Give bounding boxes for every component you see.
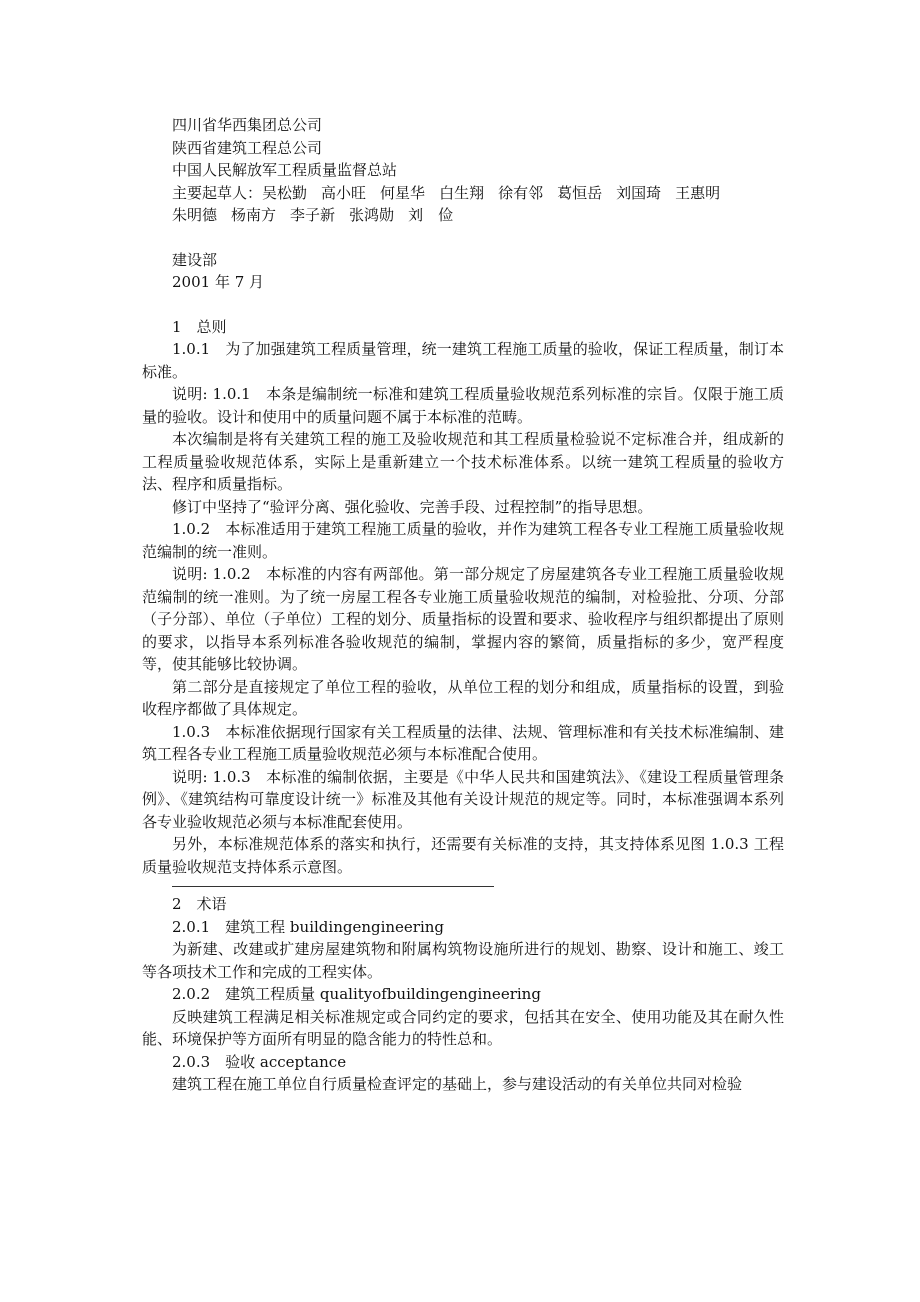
paragraph: 1.0.3 本标准依据现行国家有关工程质量的法律、法规、管理标准和有关技术标准编制、建筑工程各专业工程施工质量验收规范必须与本标准配合使用。 <box>142 722 784 763</box>
section-divider <box>172 886 494 887</box>
drafter-name: 刘 俭 <box>408 206 454 224</box>
drafter-name: 朱明德 <box>172 206 218 224</box>
drafters-row-2 <box>142 204 784 227</box>
document-page <box>142 114 784 1096</box>
paragraph: 第二部分是直接规定了单位工程的验收，从单位工程的划分和组成，质量指标的设置，到验收程序都做了具体规定。 <box>142 677 784 718</box>
drafter-name: 徐有邻 <box>498 183 544 202</box>
term-heading: 2.0.1 建筑工程 buildingengineering <box>172 917 445 936</box>
term-definition: 为新建、改建或扩建房屋建筑物和附属构筑物设施所进行的规划、勘察、设计和施工、竣工等各项技术工作和完成的工程实体。 <box>142 940 784 981</box>
paragraph: 说明: 1.0.2 本标准的内容有两部他。第一部分规定了房屋建筑各专业工程施工质量验收规范编制的统一准则。为了统一房屋工程各专业施工质量验收规范的编制，对检验批、分项、分部（子分部）、单位（子单位）工程的划分、质量指标的设置和要求、验收程序与组织都提出了原则的要求，以指导本系列标准各验收规范的编制，掌握内容的繁简，质量指标的多少，宽严程度等，使其能够比较协调。 <box>142 565 784 673</box>
term-heading: 2.0.2 建筑工程质量 qualityofbuildingengineering <box>172 985 541 1003</box>
drafter-name: 何星华 <box>380 183 426 202</box>
drafter-name: 张鸿勋 <box>349 206 395 224</box>
paragraph: 修订中坚持了“验评分离、强化验收、完善手段、过程控制”的指导思想。 <box>172 497 653 516</box>
org-line: 陕西省建筑工程总公司 <box>172 138 323 157</box>
drafter-name: 高小旺 <box>321 183 367 202</box>
org-line: 中国人民解放军工程质量监督总站 <box>172 161 398 179</box>
drafter-name: 吴松勤 <box>262 183 308 202</box>
drafter-name: 李子新 <box>290 206 336 224</box>
term-definition: 反映建筑工程满足相关标准规定或合同约定的要求，包括其在安全、使用功能及其在耐久性能、环境保护等方面所有明显的隐含能力的特性总和。 <box>142 1007 784 1048</box>
term-definition: 建筑工程在施工单位自行质量检查评定的基础上，参与建设活动的有关单位共同对检验 <box>172 1075 743 1093</box>
issue-date: 2001 年 7 月 <box>172 273 265 291</box>
issuer: 建设部 <box>172 250 218 269</box>
drafters-label: 主要起草人： <box>172 183 263 202</box>
paragraph: 1.0.2 本标准适用于建筑工程施工质量的验收，并作为建筑工程各专业工程施工质量验收规范编制的统一准则。 <box>142 520 784 561</box>
paragraph: 说明: 1.0.1 本条是编制统一标准和建筑工程质量验收规范系列标准的宗旨。仅限于施工质量的验收。设计和使用中的质量问题不属于本标准的范畴。 <box>142 385 784 426</box>
section-1-heading: 1 总则 <box>172 317 227 336</box>
drafter-name: 杨南方 <box>231 206 277 224</box>
drafters-row-1 <box>142 182 784 205</box>
drafter-name: 白生翔 <box>439 183 485 202</box>
paragraph: 说明: 1.0.3 本标准的编制依据，主要是《中华人民共和国建筑法》、《建设工程质量管理条例》、《建筑结构可靠度设计统一》标准及其他有关设计规范的规定等。同时，本标准强调本系列各专业验收规范必须与本标准配套使用。 <box>142 767 784 831</box>
paragraph: 本次编制是将有关建筑工程的施工及验收规范和其工程质量检验说不定标准合并，组成新的工程质量验收规范体系，实际上是重新建立一个技术标准体系。以统一建筑工程质量的验收方法、程序和质量指标。 <box>142 430 784 493</box>
drafter-name: 王惠明 <box>675 183 721 202</box>
paragraph: 1.0.1 为了加强建筑工程质量管理，统一建筑工程施工质量的验收，保证工程质量，制订本标准。 <box>142 340 784 381</box>
drafter-name: 刘国琦 <box>616 183 662 202</box>
paragraph: 另外，本标准规范体系的落实和执行，还需要有关标准的支持，其支持体系见图 1.0.3 工程质量验收规范支持体系示意图。 <box>142 835 784 876</box>
drafter-name: 葛恒岳 <box>557 183 603 202</box>
org-line: 四川省华西集团总公司 <box>172 116 323 134</box>
term-heading: 2.0.3 验收 acceptance <box>172 1052 347 1071</box>
section-2-heading: 2 术语 <box>172 895 227 913</box>
